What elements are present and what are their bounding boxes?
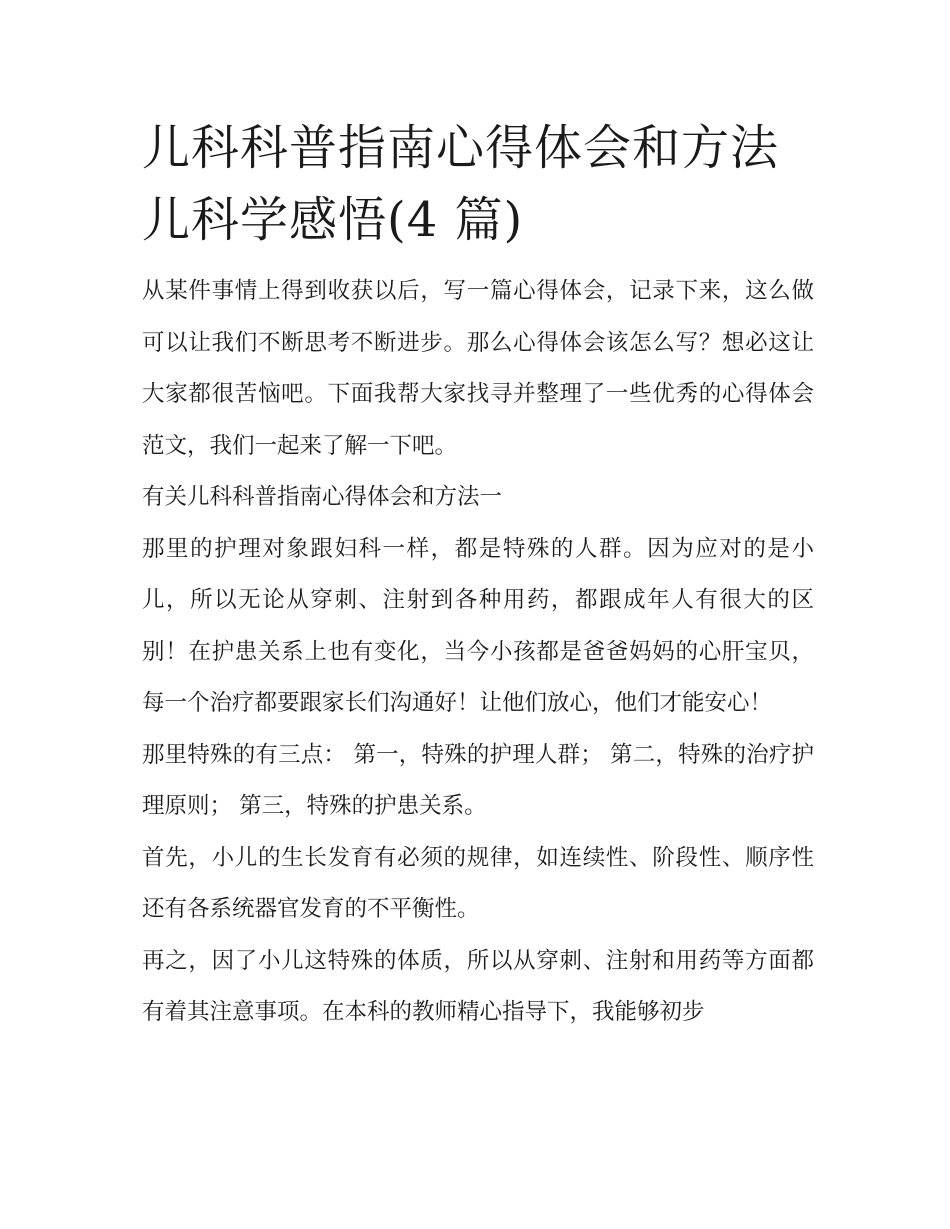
body-paragraph-2: 那里特殊的有三点： 第一，特殊的护理人群； 第二，特殊的治疗护理原则； 第三，特殊的护患关系。	[142, 741, 814, 819]
document-page	[142, 112, 814, 1039]
title-line-2: 儿科学感悟(4 篇)	[142, 192, 524, 248]
title-line-1: 儿科科普指南心得体会和方法	[142, 120, 780, 176]
body-paragraph-4: 再之，因了小儿这特殊的体质，所以从穿刺、注射和用药等方面都有着其注意事项。在本科的教师精心指导下，我能够初步	[142, 947, 814, 1025]
intro-paragraph: 从某件事情上得到收获以后，写一篇心得体会，记录下来，这么做可以让我们不断思考不断进步。那么心得体会该怎么写？想必这让大家都很苦恼吧。下面我帮大家找寻并整理了一些优秀的心得体会范文，我们一起来了解一下吧。	[142, 278, 814, 459]
section-heading: 有关儿科科普指南心得体会和方法一	[142, 484, 503, 510]
body-paragraph-1: 那里的护理对象跟妇科一样，都是特殊的人群。因为应对的是小儿，所以无论从穿刺、注射到各种用药，都跟成年人有很大的区别！在护患关系上也有变化，当今小孩都是爸爸妈妈的心肝宝贝，每一个治疗都要跟家长们沟通好！让他们放心，他们才能安心！	[142, 535, 814, 716]
body-paragraph-3: 首先，小儿的生长发育有必须的规律，如连续性、阶段性、顺序性还有各系统器官发育的不平衡性。	[142, 844, 814, 922]
document-title	[142, 112, 814, 256]
